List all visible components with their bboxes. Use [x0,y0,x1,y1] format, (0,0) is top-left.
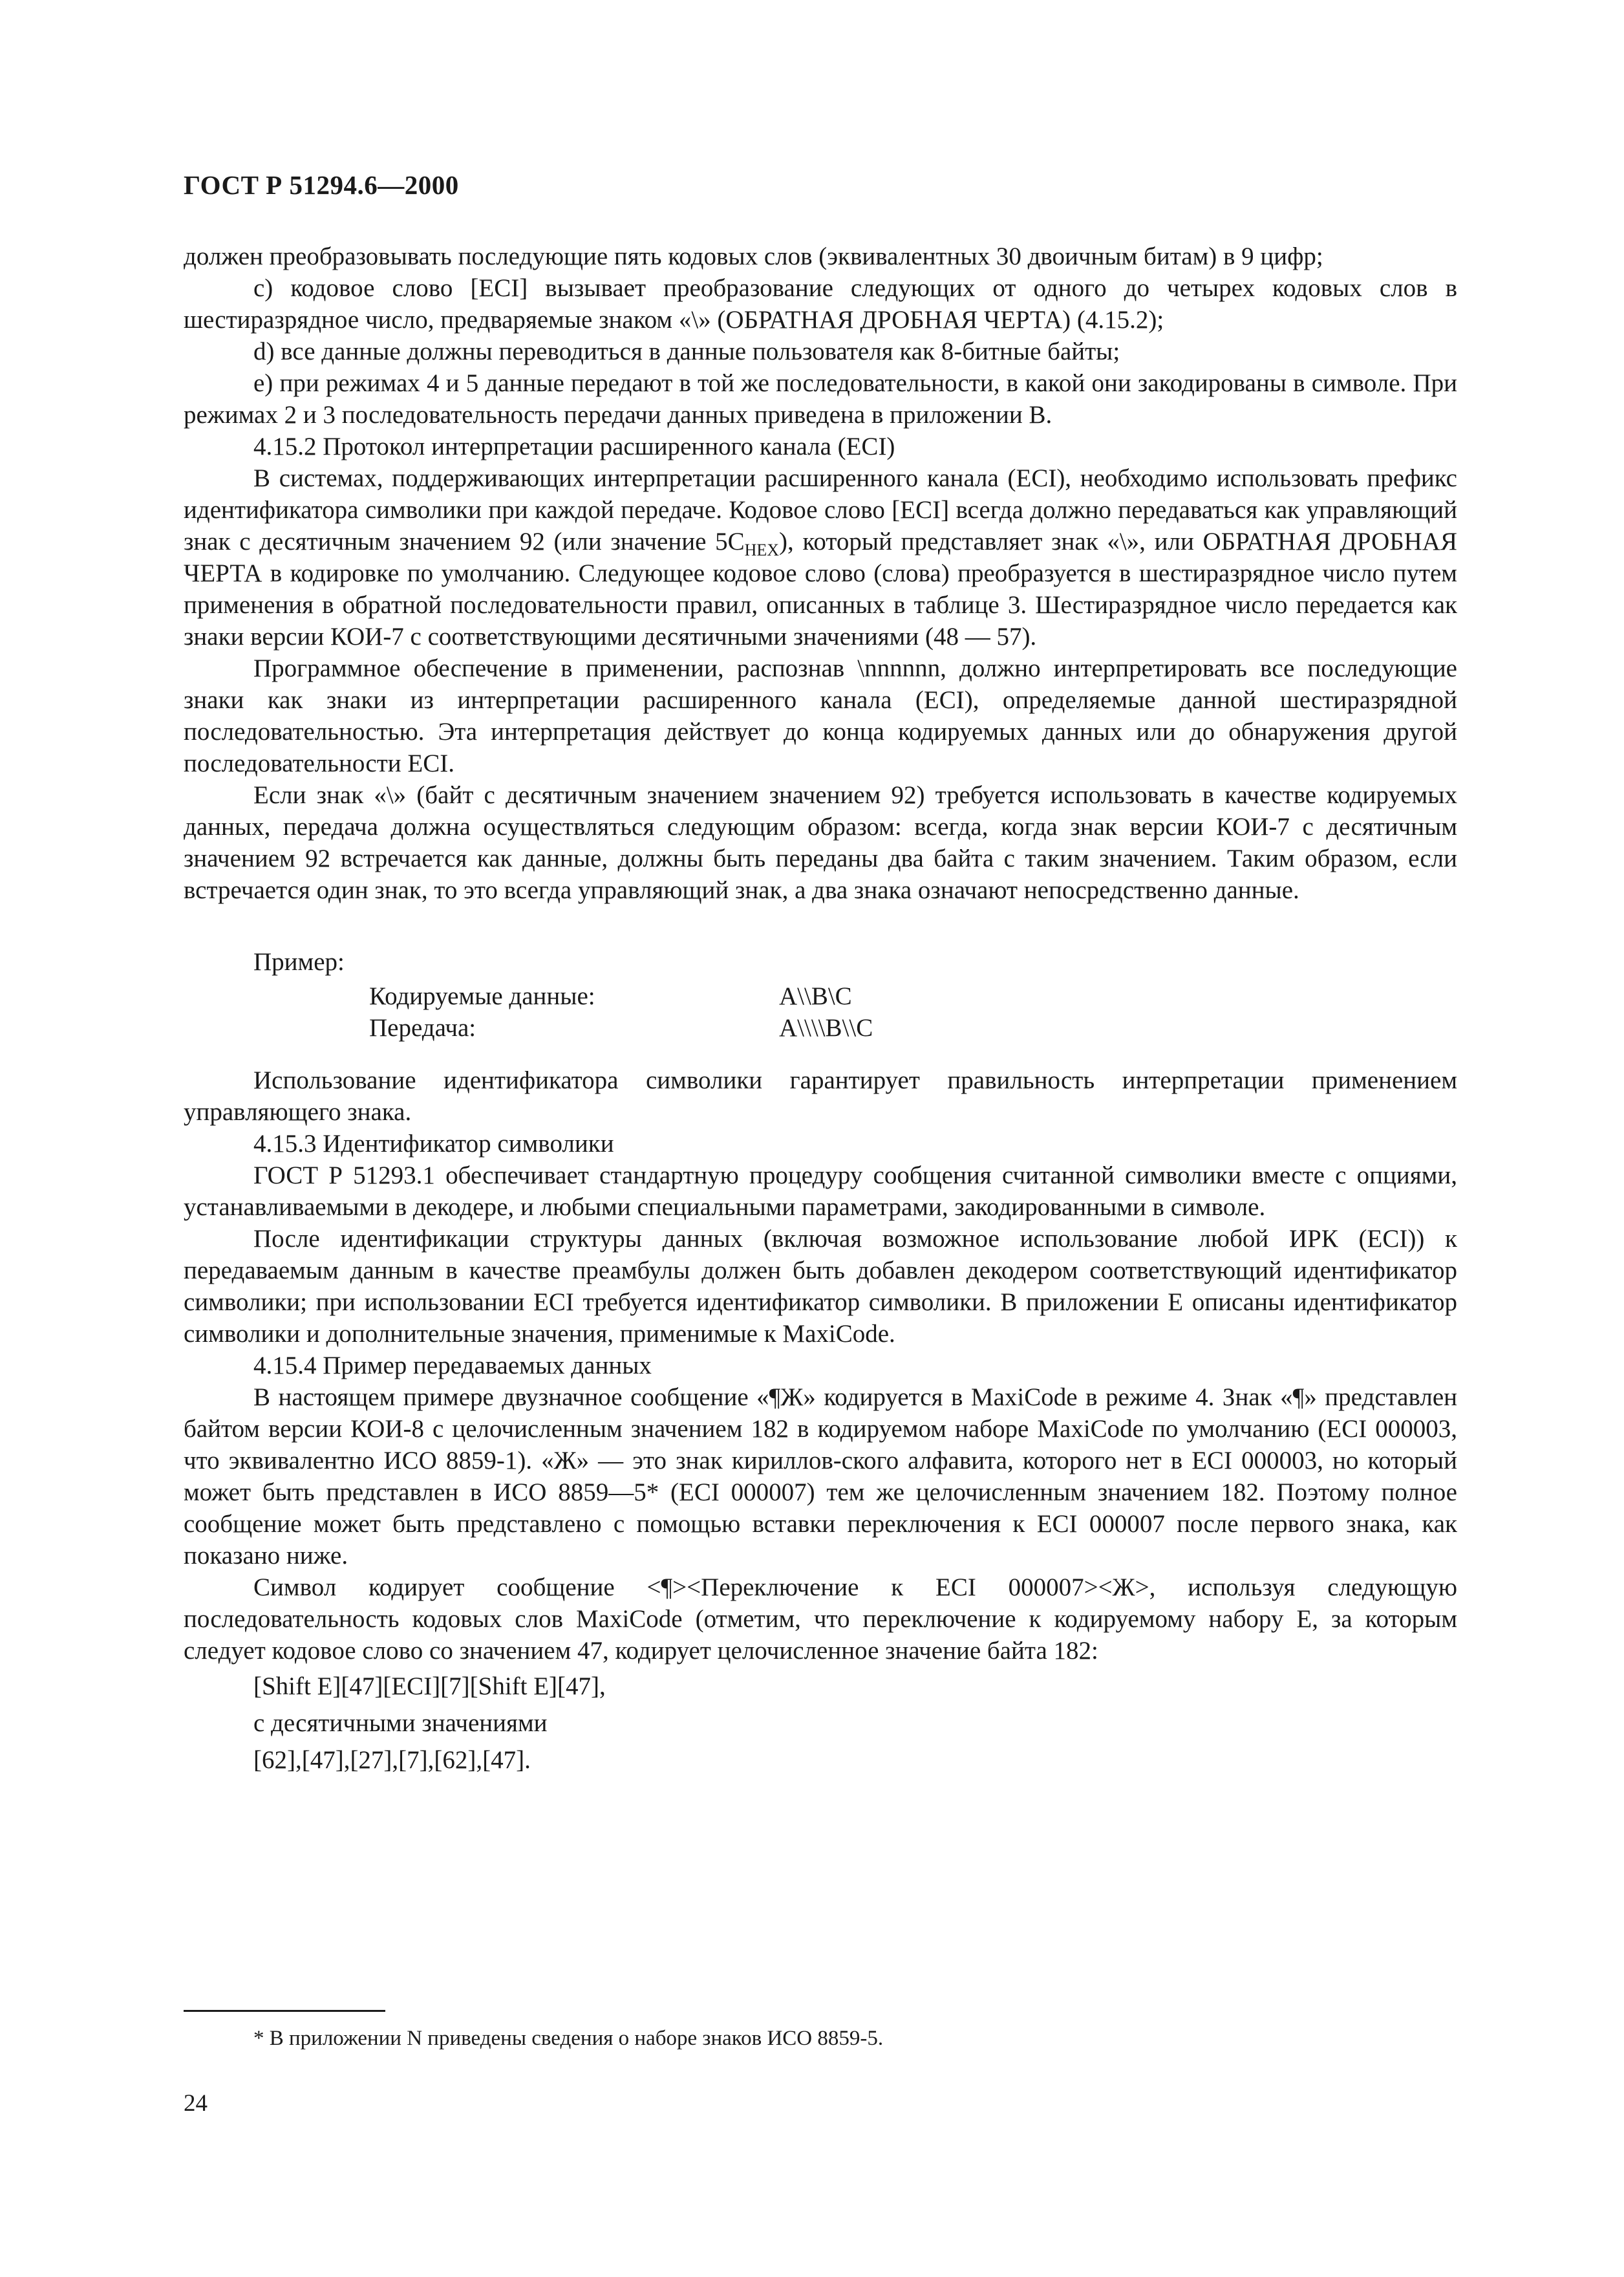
example-row2-label: Передача: [369,1014,476,1042]
example-table [369,980,1457,1044]
footnote-divider [184,2010,385,2012]
paragraph [184,462,1457,653]
paragraph: Символ кодирует сообщение <¶><Переключение к ECI 000007><Ж>, используя следующую последовательность кодовых слов MaxiCode (отметим, что переключение к кодируемому набору Е, за которым следует кодовое слово со значением 47, кодирует целочисленное значение байта 182: [184,1573,1457,1665]
section-heading-4-15-4: 4.15.4 Пример передаваемых данных [253,1352,652,1379]
code-caption: с десятичными значениями [253,1709,548,1737]
example-row1-label: Кодируемые данные: [369,982,595,1010]
example-label: Пример: [253,948,345,976]
example-row1-value: A\\B\C [779,982,852,1010]
section-heading-4-15-2: 4.15.2 Протокол интерпретации расширенного канала (ECI) [253,433,895,460]
document-header: ГОСТ Р 51294.6—2000 [184,170,459,200]
section-heading-4-15-3: 4.15.3 Идентификатор символики [253,1130,614,1158]
codeword-sequence: [Shift E][47][ECI][7][Shift E][47], [253,1672,606,1700]
paragraph: должен преобразовывать последующие пять кодовых слов (эквивалентных 30 двоичным битам) в 9 цифр; [184,243,1323,270]
paragraph: ГОСТ Р 51293.1 обеспечивает стандартную процедуру сообщения считанной символики вместе с опциями, устанавливаемыми в декодере, и любыми специальными параметрами, закодированными в символе. [184,1161,1457,1221]
paragraph: Если знак «\» (байт с десятичным значением значением 92) требуется использовать в качестве кодируемых данных, передача должна осуществляться следующим образом: всегда, когда знак версии КОИ-7 с десятичным значением 92 встречается как данные, должны быть переданы два байта с таким значением. Таким образом, если встречается один знак, то это всегда управляющий знак, а два знака означают непосредственно данные. [184,781,1457,904]
subscript-hex: HEX [744,540,780,559]
paragraph: В настоящем примере двузначное сообщение «¶Ж» кодируется в MaxiCode в режиме 4. Знак «¶» представлен байтом версии КОИ-8 с целочисленным значением 182 в кодируемом наборе MaxiCode по умолчанию (ECI 000003, что эквивалентно ИСО 8859-1). «Ж» — это знак кириллов-ского алфавита, которого нет в ECI 000003, но который может быть представлен в ИСО 8859—5* (ECI 000007) тем же целочисленным значением 182. Поэтому полное сообщение может быть представлено с помощью вставки переключения к ECI 000007 после первого знака, как показано ниже. [184,1383,1457,1570]
example-row2-value: A\\\\B\\C [779,1014,873,1042]
list-item-c: с) кодовое слово [ECI] вызывает преобразование следующих от одного до четырех кодовых слов в шестиразрядное число, предваряемые знаком «\» (ОБРАТНАЯ ДРОБНАЯ ЧЕРТА) (4.15.2); [184,274,1457,334]
footnote: * В приложении N приведены сведения о наборе знаков ИСО 8859-5. [253,2027,884,2050]
codeword-values: [62],[47],[27],[7],[62],[47]. [253,1746,531,1774]
list-item-d: d) все данные должны переводиться в данные пользователя как 8-битные байты; [253,338,1120,365]
paragraph: Использование идентификатора символики гарантирует правильность интерпретации применением управляющего знака. [184,1066,1457,1126]
paragraph-text: ), который представляет знак «\», или ОБРАТНАЯ ДРОБНАЯ ЧЕРТА в кодировке по умолчанию. Следующее кодовое слово (слова) преобразуется в шестиразрядное число путем применения в обратной последовательности правил, описанных в таблице 3. Шестиразрядное число передается как знаки версии КОИ-7 с соответствующими десятичными значениями (48 — 57). [184,528,1457,651]
paragraph-text: В системах, поддерживающих интерпретации расширенного канала (ECI), необходимо использовать префикс идентификатора символики при каждой передаче. Кодовое слово [ECI] всегда должно передаваться как управляющий знак с десятичным значением 92 (или значение 5C [184,464,1457,556]
list-item-e: е) при режимах 4 и 5 данные передают в той же последовательности, в какой они закодированы в символе. При режимах 2 и 3 последовательность передачи данных приведена в приложении В. [184,369,1457,429]
page-number: 24 [184,2090,208,2117]
document-body [184,241,1457,1776]
paragraph: Программное обеспечение в применении, распознав \nnnnnn, должно интерпретировать все последующие знаки как знаки из интерпретации расширенного канала (ECI), определяемые данной шестиразрядной последовательностью. Эта интерпретация действует до конца кодируемых данных или до обнаружения другой последовательности ECI. [184,654,1457,777]
paragraph: После идентификации структуры данных (включая возможное использование любой ИРК (ECI)) к передаваемым данным в качестве преамбулы должен быть добавлен декодером соответствующий идентификатор символики; при использовании ECI требуется идентификатор символики. В приложении Е описаны идентификатор символики и дополнительные значения, применимые к MaxiCode. [184,1225,1457,1348]
